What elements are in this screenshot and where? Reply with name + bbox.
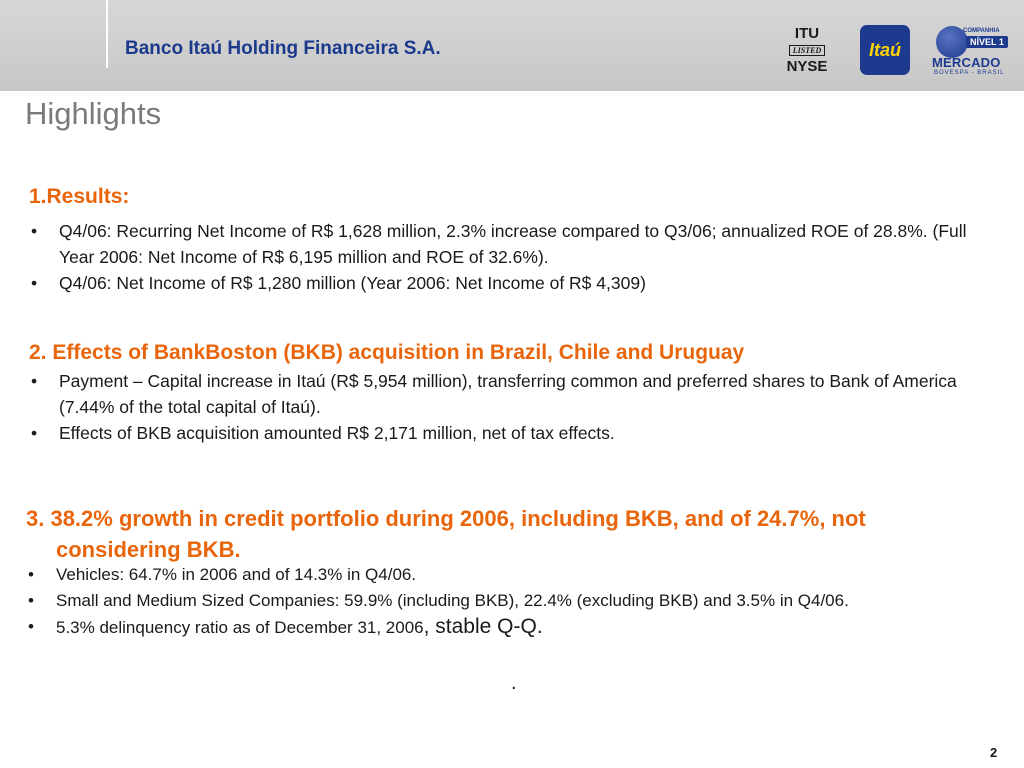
header-bar [0,0,1024,91]
bullet-item: • Vehicles: 64.7% in 2006 and of 14.3% in Q4/06. [26,562,1006,588]
bovespa-nivel1-logo [930,26,1010,78]
section-2-bullets [29,368,1004,446]
nyse-logo-line3: NYSE [786,58,828,75]
itau-logo-text: Itaú [868,39,901,60]
bullet-item: • Payment – Capital increase in Itaú (R$ 5,954 million), transferring common and preferred shares to Bank of America (7.44% of the total capital of Itaú). [29,368,1004,420]
itau-logo [860,25,910,75]
bullet-item: • Small and Medium Sized Companies: 59.9% (including BKB), 22.4% (excluding BKB) and 3.5% in Q4/06. [26,588,1006,614]
section-3-heading-line1: 3. 38.2% growth in credit portfolio during 2006, including BKB, and of 24.7%, not [26,506,866,531]
bovespa-brasil: BOVESPA - BRASIL [934,70,1005,76]
section-3-heading [26,503,1016,565]
nyse-logo-line2: LISTED [789,45,825,56]
bullet-item-text: 5.3% delinquency ratio as of December 31, 2006 [56,618,424,637]
bovespa-mercado: MERCADO [932,55,1001,70]
bovespa-companhia: COMPANHIA [963,28,1000,34]
bullet-item: • Q4/06: Net Income of R$ 1,280 million (Year 2006: Net Income of R$ 4,309) [29,270,1004,296]
nyse-listed-logo [783,26,831,74]
section-1-bullets [29,218,1004,296]
nyse-logo-line1: ITU [794,25,820,42]
bullet-item-suffix: , stable Q-Q. [423,615,543,638]
section-2-heading: 2. Effects of BankBoston (BKB) acquisition in Brazil, Chile and Uruguay [29,341,745,364]
bullet-item [26,614,1006,641]
company-name: Banco Itaú Holding Financeira S.A. [125,38,441,59]
header-divider [106,0,108,68]
section-1-heading: 1.Results: [29,185,130,208]
page-number: 2 [990,745,998,760]
bullet-item: • Q4/06: Recurring Net Income of R$ 1,628 million, 2.3% increase compared to Q3/06; annualized ROE of 28.8%. (Full Year 2006: Net Income of R$ 6,195 million and ROE of 32.6%). [29,218,1004,270]
stray-dot: . [511,672,517,694]
section-3-bullets [26,562,1006,641]
bullet-item: • Effects of BKB acquisition amounted R$ 2,171 million, net of tax effects. [29,420,1004,446]
bovespa-nivel: NÍVEL 1 [966,36,1008,48]
page-title: Highlights [25,96,162,131]
section-3-heading-line2: considering BKB. [56,537,241,562]
